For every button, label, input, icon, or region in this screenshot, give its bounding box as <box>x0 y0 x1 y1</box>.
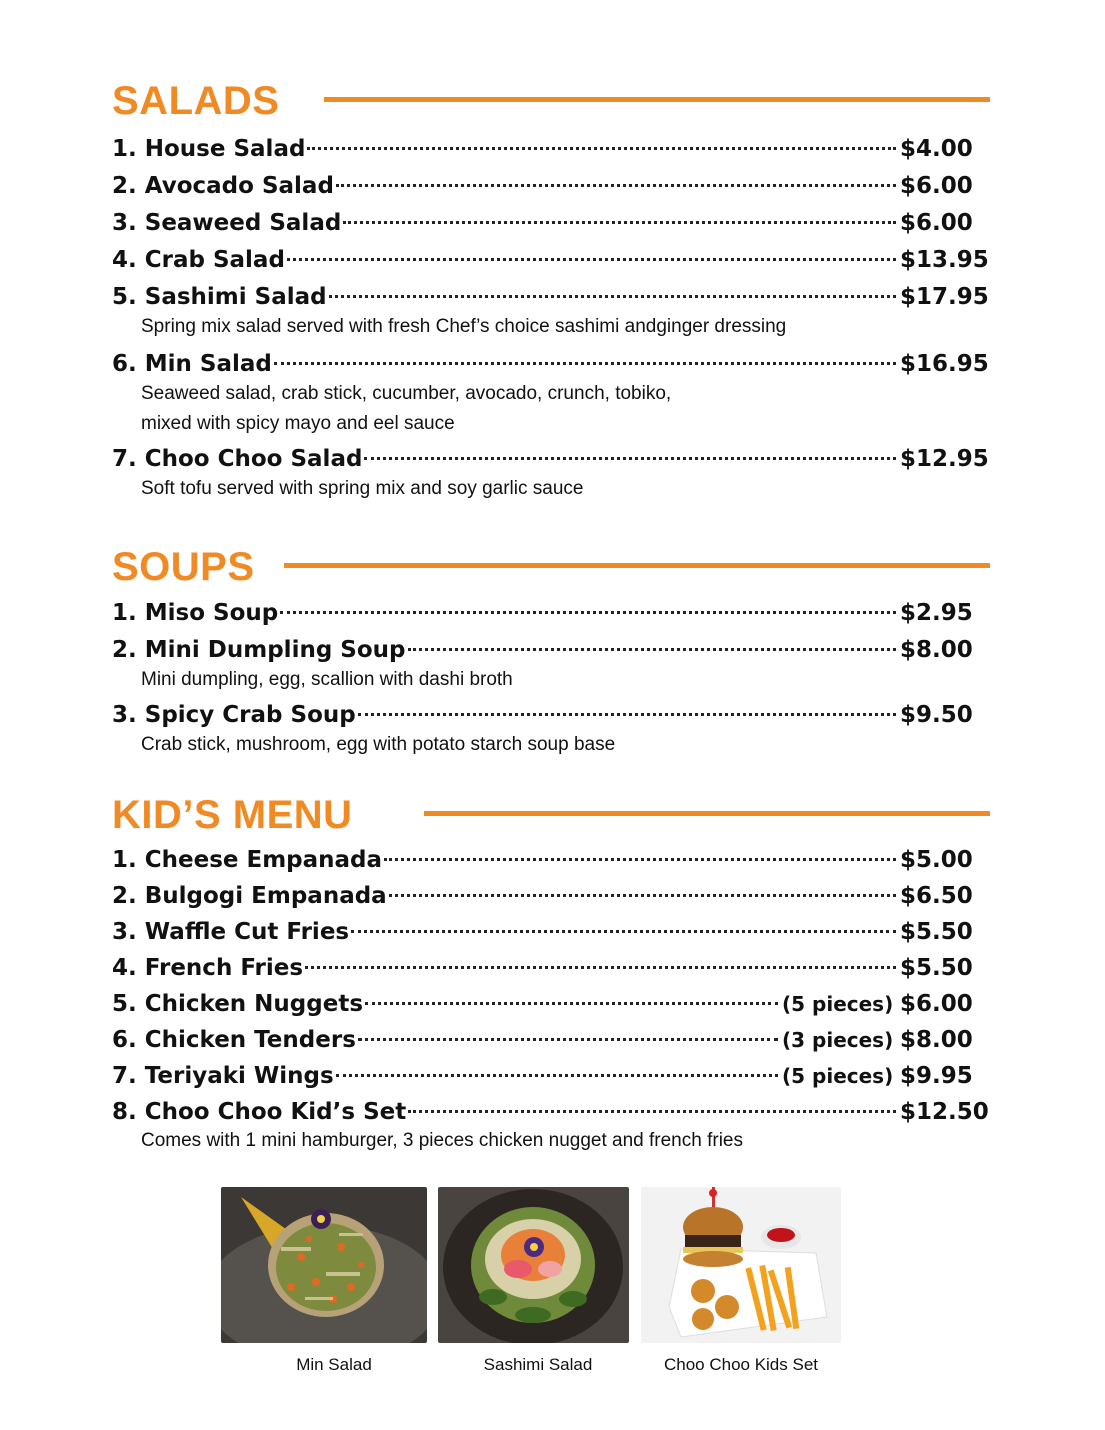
item-price: $9.95 <box>900 1063 973 1089</box>
kids-set-photo <box>641 1187 841 1343</box>
menu-item <box>112 878 990 914</box>
item-description: Spring mix salad served with fresh Chef’s choice sashimi andginger dressing <box>141 316 787 337</box>
item-quantity: (5 pieces) <box>782 1064 894 1088</box>
menu-item <box>112 168 990 205</box>
item-name: 5. Chicken Nuggets <box>112 991 364 1017</box>
menu-item <box>112 441 990 478</box>
item-price: $2.95 <box>900 600 973 626</box>
item-description: mixed with spicy mayo and eel sauce <box>141 413 455 434</box>
leader-dots <box>287 258 896 261</box>
section-header <box>112 542 990 592</box>
item-price: $8.00 <box>900 1027 973 1053</box>
leader-dots <box>358 1038 778 1041</box>
item-name: 1. Cheese Empanada <box>112 847 383 873</box>
item-name: 3. Seaweed Salad <box>112 210 342 236</box>
leader-dots <box>389 894 896 897</box>
item-name: 6. Chicken Tenders <box>112 1027 356 1053</box>
kids-set-image <box>641 1187 841 1343</box>
item-price: $13.95 <box>900 247 989 273</box>
item-quantity: (5 pieces) <box>782 992 894 1016</box>
leader-dots <box>305 966 896 969</box>
leader-dots <box>307 147 896 150</box>
menu-item <box>112 632 990 669</box>
item-description: Crab stick, mushroom, egg with potato starch soup base <box>141 734 616 755</box>
item-name: 2. Bulgogi Empanada <box>112 883 387 909</box>
menu-item <box>112 842 990 878</box>
photo-caption: Choo Choo Kids Set <box>663 1355 819 1374</box>
item-description: Mini dumpling, egg, scallion with dashi broth <box>141 669 513 690</box>
menu-item <box>112 986 990 1022</box>
item-price: $8.00 <box>900 637 973 663</box>
item-price: $6.00 <box>900 210 973 236</box>
section-title: SALADS <box>112 79 280 123</box>
item-name: 1. Miso Soup <box>112 600 279 626</box>
item-name: 1. House Salad <box>112 136 306 162</box>
item-description: Seaweed salad, crab stick, cucumber, avocado, crunch, tobiko, <box>141 383 672 404</box>
leader-dots <box>329 295 896 298</box>
menu-item <box>112 595 990 632</box>
item-quantity: (3 pieces) <box>782 1028 894 1052</box>
item-name: 3. Waffle Cut Fries <box>112 919 350 945</box>
item-price: $12.95 <box>900 446 989 472</box>
section-rule <box>284 563 990 568</box>
menu-item <box>112 279 990 316</box>
leader-dots <box>351 930 896 933</box>
item-price: $6.00 <box>900 173 973 199</box>
section-title: SOUPS <box>112 545 255 589</box>
sashimi-salad-image <box>438 1187 629 1343</box>
leader-dots <box>336 184 896 187</box>
leader-dots <box>358 713 896 716</box>
item-price: $4.00 <box>900 136 973 162</box>
leader-dots <box>274 362 896 365</box>
item-price: $17.95 <box>900 284 989 310</box>
photo-strip <box>0 1187 1105 1387</box>
section-title: KID’S MENU <box>112 793 353 837</box>
menu-item <box>112 950 990 986</box>
item-name: 4. French Fries <box>112 955 304 981</box>
photo-caption: Sashimi Salad <box>483 1355 593 1374</box>
soups-section <box>112 542 990 760</box>
section-header <box>112 790 990 840</box>
kids-menu-section <box>112 790 990 1156</box>
item-name: 4. Crab Salad <box>112 247 285 273</box>
item-price: $12.50 <box>900 1099 989 1125</box>
photo-caption: Min Salad <box>296 1355 372 1374</box>
item-name: 6. Min Salad <box>112 351 272 377</box>
menu-item <box>112 346 990 383</box>
item-price: $6.50 <box>900 883 973 909</box>
menu-item <box>112 914 990 950</box>
item-list <box>112 595 990 760</box>
leader-dots <box>280 611 896 614</box>
item-price: $5.00 <box>900 847 973 873</box>
item-name: 2. Avocado Salad <box>112 173 334 199</box>
item-description: Soft tofu served with spring mix and soy garlic sauce <box>141 478 584 499</box>
menu-item <box>112 1094 990 1130</box>
item-price: $5.50 <box>900 919 973 945</box>
leader-dots <box>408 648 897 651</box>
menu-item <box>112 131 990 168</box>
leader-dots <box>365 1002 778 1005</box>
menu-item <box>112 1058 990 1094</box>
item-list <box>112 842 990 1156</box>
section-header <box>112 76 990 126</box>
item-name: 2. Mini Dumpling Soup <box>112 637 406 663</box>
menu-item <box>112 205 990 242</box>
item-description: Comes with 1 mini hamburger, 3 pieces chicken nugget and french fries <box>141 1130 743 1151</box>
leader-dots <box>384 858 896 861</box>
item-price: $16.95 <box>900 351 989 377</box>
item-list <box>112 131 990 504</box>
sashimi-salad-photo <box>438 1187 629 1343</box>
min-salad-photo <box>221 1187 427 1343</box>
item-name: 5. Sashimi Salad <box>112 284 327 310</box>
item-price: $5.50 <box>900 955 973 981</box>
leader-dots <box>408 1110 896 1113</box>
menu-item <box>112 1022 990 1058</box>
item-price: $6.00 <box>900 991 973 1017</box>
leader-dots <box>343 221 896 224</box>
item-name: 8. Choo Choo Kid’s Set <box>112 1099 407 1125</box>
section-rule <box>424 811 990 816</box>
menu-item <box>112 697 990 734</box>
salads-section <box>112 76 990 504</box>
menu-item <box>112 242 990 279</box>
item-name: 7. Teriyaki Wings <box>112 1063 334 1089</box>
item-price: $9.50 <box>900 702 973 728</box>
section-rule <box>324 97 990 102</box>
item-name: 3. Spicy Crab Soup <box>112 702 356 728</box>
leader-dots <box>336 1074 778 1077</box>
leader-dots <box>364 457 896 460</box>
min-salad-image <box>221 1187 427 1343</box>
item-name: 7. Choo Choo Salad <box>112 446 363 472</box>
